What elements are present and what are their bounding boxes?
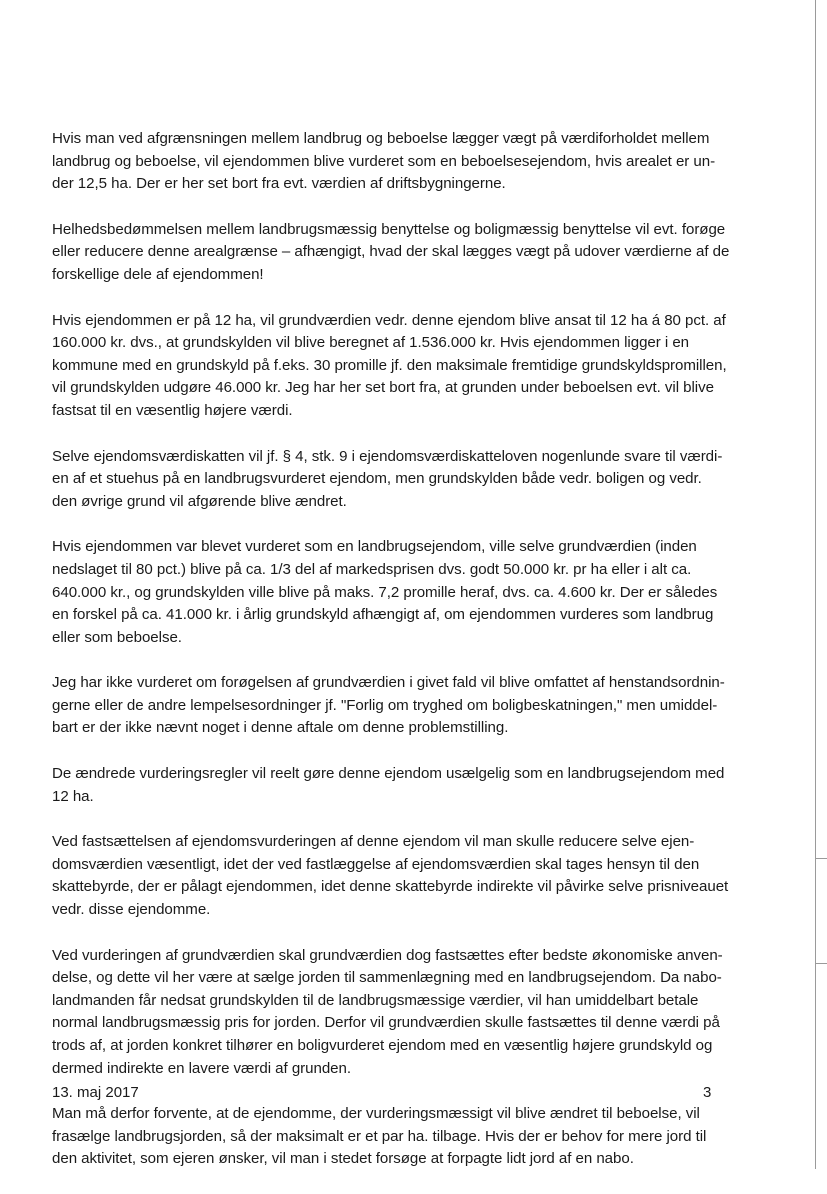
text-line: kommune med en grundskyld på f.eks. 30 promille jf. den maksimale fremtidige grundskyldspromillen,: [52, 356, 727, 374]
text-line: Hvis man ved afgrænsningen mellem landbrug og beboelse lægger vægt på værdiforholdet mellem: [52, 130, 710, 147]
paragraph: [52, 446, 742, 514]
text-line: forskellige dele af ejendommen!: [52, 265, 264, 283]
page-edge-line: [815, 0, 816, 1169]
text-line: Hvis ejendommen var blevet vurderet som en landbrugsejendom, ville selve grundværdien (inden: [52, 538, 697, 556]
text-line: dermed indirekte en lavere værdi af grunden.: [52, 1059, 352, 1077]
text-line: Man må derfor forvente, at de ejendomme, der vurderingsmæssigt vil blive ændret til beboelse, vil: [52, 1105, 700, 1123]
page-edge-tick: [815, 858, 827, 859]
text-line: den aktivitet, som ejeren ønsker, vil man i stedet forsøge at forpagte lidt jord af en nabo.: [52, 1150, 634, 1168]
text-line: Ved vurderingen af grundværdien skal grundværdien dog fastsættes efter bedste økonomiske anven-: [52, 946, 723, 964]
text-line: domsværdien væsentligt, idet der ved fastlæggelse af ejendomsværdien skal tages hensyn til den: [52, 855, 700, 873]
text-line: trods af, at jorden konkret tilhører en boligvurderet ejendom med en væsentlig højere grundskyld og: [52, 1037, 713, 1054]
paragraph: [52, 219, 742, 287]
footer-date: 13. maj 2017: [52, 1084, 139, 1101]
text-line: eller reducere denne arealgrænse – afhængigt, hvad der skal lægges vægt på udover værdierne af de: [52, 243, 730, 261]
text-line: landmanden får nedsat grundskylden til de landbrugsmæssige værdier, vil han umiddelbart betale: [52, 991, 699, 1009]
text-line: vedr. disse ejendomme.: [52, 901, 211, 919]
text-line: delse, og dette vil her være at sælge jorden til sammenlægning med en landbrugsejendom. Da nabo-: [52, 969, 722, 987]
text-line: en af et stuehus på en landbrugsvurderet ejendom, men grundskylden både vedr. boligen og vedr.: [52, 470, 702, 488]
text-line: 12 ha.: [52, 787, 94, 805]
text-line: Helhedsbedømmelsen mellem landbrugsmæssig benyttelse og boligmæssig benyttelse vil evt. forøge: [52, 220, 726, 238]
text-line: nedslaget til 80 pct.) blive på ca. 1/3 del af markedsprisen dvs. godt 50.000 kr. pr ha eller i alt ca.: [52, 560, 692, 578]
paragraph: [52, 128, 742, 196]
paragraph: [52, 763, 742, 808]
text-line: 640.000 kr., og grundskylden ville blive på maks. 7,2 promille heraf, dvs. ca. 4.600 kr. Der er således: [52, 583, 718, 601]
text-line: skattebyrde, der er pålagt ejendommen, idet denne skattebyrde indirekte vil påvirke selve prisniveauet: [52, 878, 729, 896]
page-number: 3: [703, 1084, 712, 1101]
text-line: frasælge landbrugsjorden, så der maksimalt er et par ha. tilbage. Hvis der er behov for mere jord til: [52, 1127, 707, 1145]
text-line: Hvis ejendommen er på 12 ha, vil grundværdien vedr. denne ejendom blive ansat til 12 ha á 80 pct. af: [52, 311, 726, 329]
text-line: Jeg har ikke vurderet om forøgelsen af grundværdien i givet fald vil blive omfattet af henstandsordnin-: [52, 674, 725, 692]
text-line: fastsat til en væsentlig højere værdi.: [52, 401, 293, 419]
text-line: vil grundskylden udgøre 46.000 kr. Jeg har her set bort fra, at grunden under beboelsen evt. vil blive: [52, 379, 714, 397]
text-line: Selve ejendomsværdiskatten vil jf. § 4, stk. 9 i ejendomsværdiskatteloven nogenlunde svare til værdi-: [52, 447, 723, 465]
document-body: [52, 128, 742, 1194]
paragraph: [52, 1103, 742, 1171]
text-line: en forskel på ca. 41.000 kr. i årlig grundskyld afhængigt af, om ejendommen vurderes som landbrug: [52, 606, 714, 624]
paragraph: [52, 672, 742, 740]
text-line: bart er der ikke nævnt noget i denne aftale om denne problemstilling.: [52, 719, 509, 737]
paragraph: [52, 831, 742, 921]
text-line: De ændrede vurderingsregler vil reelt gøre denne ejendom usælgelig som en landbrugsejendom med: [52, 765, 725, 783]
text-line: normal landbrugsmæssig pris for jorden. Derfor vil grundværdien skulle fastsættes til denne værdi på: [52, 1014, 720, 1032]
page-edge-tick: [815, 963, 827, 964]
text-line: eller som beboelse.: [52, 628, 182, 646]
text-line: 160.000 kr. dvs., at grundskylden vil blive beregnet af 1.536.000 kr. Hvis ejendommen ligger i en: [52, 334, 690, 352]
text-line: der 12,5 ha. Der er her set bort fra evt. værdien af driftsbygningerne.: [52, 175, 506, 193]
text-line: gerne eller de andre lempelsesordninger jf. "Forlig om tryghed om boligbeskatningen," men umiddel-: [52, 696, 718, 714]
paragraph: [52, 310, 742, 423]
paragraph: [52, 536, 742, 649]
text-line: Ved fastsættelsen af ejendomsvurderingen af denne ejendom vil man skulle reducere selve ejen-: [52, 833, 695, 851]
paragraph: [52, 945, 742, 1081]
text-line: den øvrige grund vil afgørende blive ændret.: [52, 492, 347, 510]
text-line: landbrug og beboelse, vil ejendommen blive vurderet som en beboelsesejendom, hvis arealet er un-: [52, 152, 716, 170]
